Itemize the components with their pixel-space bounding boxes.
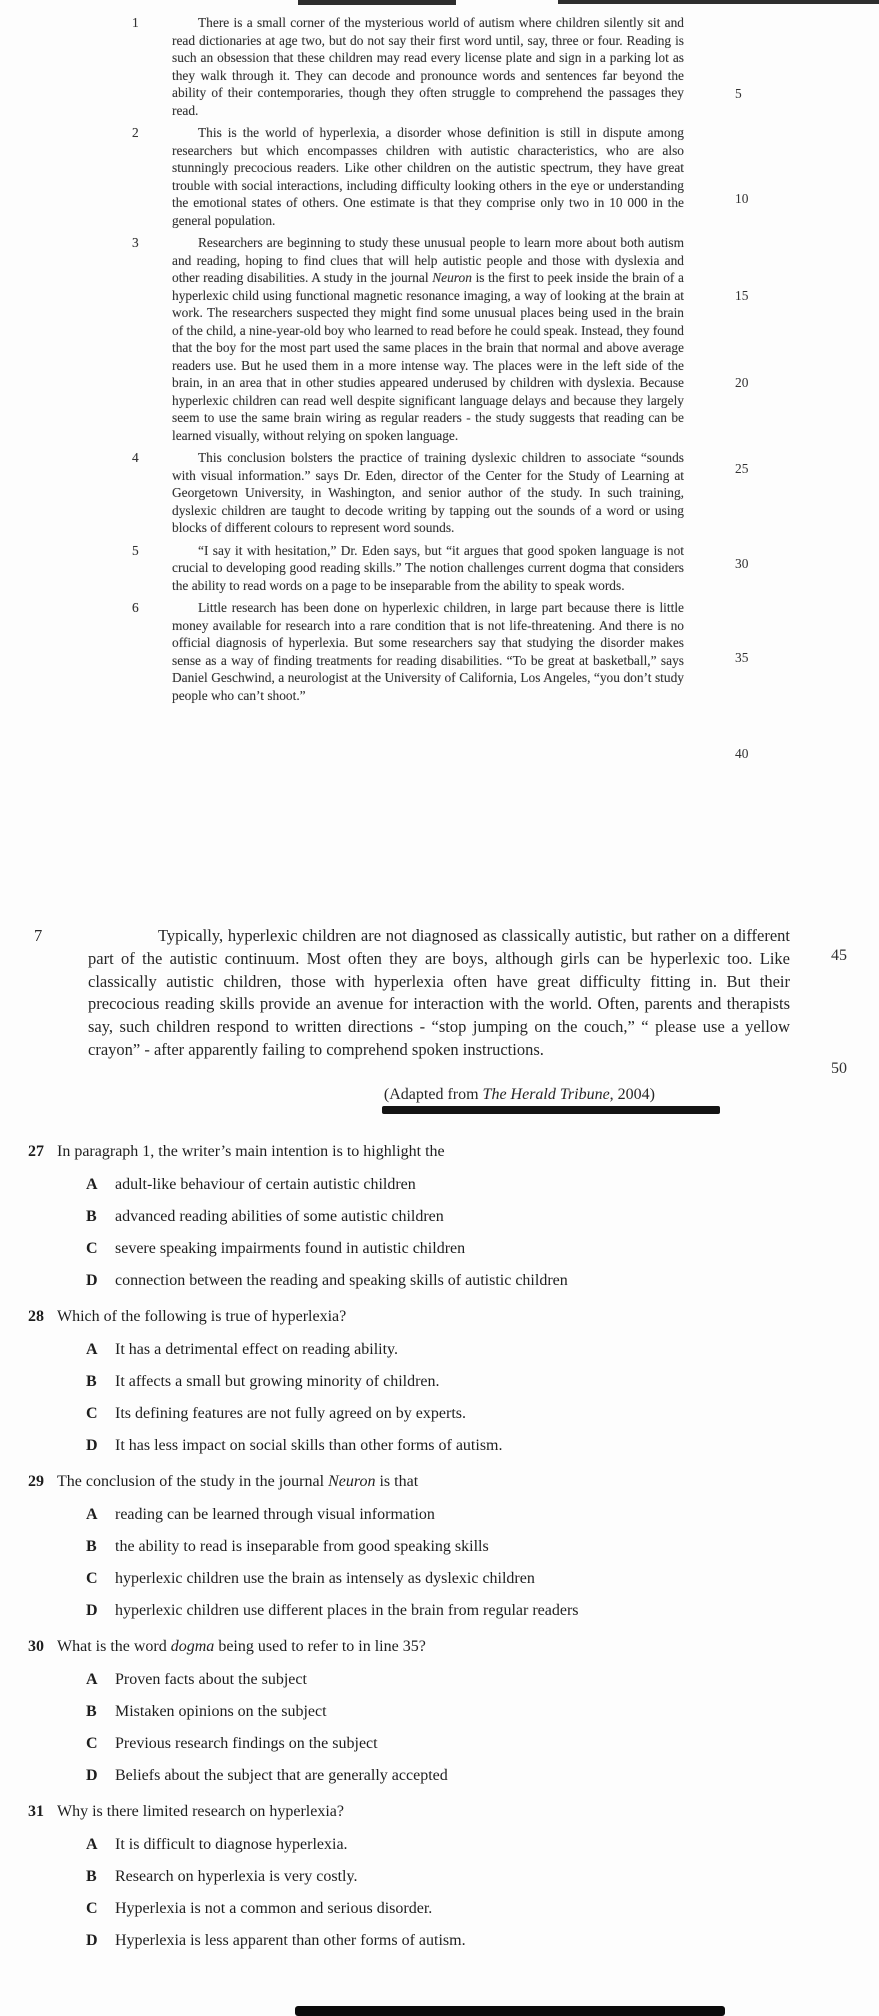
option-letter: D [86, 1272, 98, 1289]
line-number: 15 [735, 288, 749, 303]
option-text: reading can be learned through visual information [115, 1506, 435, 1523]
paragraph-text [172, 234, 684, 444]
passage-paragraph-4 [132, 449, 684, 537]
answer-option [86, 1766, 828, 1785]
paragraph-number: 4 [132, 450, 139, 465]
line-number: 40 [735, 746, 749, 761]
option-letter: A [86, 1671, 98, 1688]
question-number: 28 [28, 1308, 44, 1325]
option-text: Mistaken opinions on the subject [115, 1703, 327, 1720]
paragraph-text-italic: Neuron [432, 270, 472, 285]
answer-option [86, 1372, 828, 1391]
option-text: Proven facts about the subject [115, 1671, 307, 1688]
paragraph-text-part: This conclusion bolsters the practice of training dyslexic children to associate “sounds with visual information.” says Dr. Eden, director of the Center for the Study of Learning at Georgetown University, in Washington, and senior author of the study. In such training, dyslexic children are taught to decode writing by tapping out the sounds of a word or using blocks of different colours to represent word sounds. [172, 450, 684, 535]
answer-option [86, 1436, 828, 1455]
scan-artifact-bar [298, 0, 456, 5]
stem-italic: Neuron [328, 1473, 376, 1490]
answer-option [86, 1670, 828, 1689]
question-29 [28, 1472, 828, 1620]
paragraph-text [88, 925, 790, 1062]
stem-text: Why is there limited research on hyperlexia? [57, 1803, 344, 1820]
question-number: 31 [28, 1803, 44, 1820]
paragraph-text [172, 124, 684, 229]
option-text: Hyperlexia is not a common and serious disorder. [115, 1900, 433, 1917]
stem-text: is that [375, 1473, 419, 1490]
paragraph-number: 2 [132, 125, 139, 140]
paragraph-text-part: Typically, hyperlexic children are not diagnosed as classically autistic, but rather on a different part of the autistic continuum. Most often they are boys, although girls can be hyperlexic too. Like classically autistic children, those with hyperlexia often have great difficulty fitting in. But their precocious reading skills provide an avenue for interaction with the world. Often, parents and therapists say, such children respond to written directions - “stop jumping on the couch,” “ please use a yellow crayon” - after apparently failing to comprehend spoken instructions. [88, 926, 790, 1059]
option-letter: C [86, 1240, 98, 1257]
option-letter: C [86, 1735, 98, 1752]
scan-artifact-bar [382, 1106, 720, 1114]
paragraph-text-part: There is a small corner of the mysterious world of autism where children silently sit and read dictionaries at age two, but do not say their first word until, say, three or four. Reading is such an obsession that these children may read every license plate and sign in a parking lot as they walk through it. They can decode and pronounce words and sentences far beyond the ability of their contemporaries, though they often struggle to comprehend the passages they read. [172, 15, 684, 118]
stem-text: being used to refer to in line 35? [214, 1638, 426, 1655]
option-letter: B [86, 1373, 97, 1390]
paragraph-number: 5 [132, 542, 139, 558]
question-number: 27 [28, 1143, 44, 1160]
option-letter: B [86, 1868, 97, 1885]
answer-option [86, 1404, 828, 1423]
answer-option [86, 1734, 828, 1753]
answer-option [86, 1505, 828, 1524]
answer-option [86, 1537, 828, 1556]
paragraph-text [172, 449, 684, 537]
questions-section [28, 1142, 828, 1967]
stem-text: What is the word [57, 1638, 171, 1655]
passage-paragraph-2 [132, 124, 684, 229]
line-number: 5 [735, 86, 742, 101]
scan-artifact-bar [558, 0, 879, 4]
option-letter: C [86, 1900, 98, 1917]
option-text: the ability to read is inseparable from good speaking skills [115, 1538, 489, 1555]
question-number: 30 [28, 1638, 44, 1655]
paragraph-number: 1 [132, 15, 139, 30]
answer-option [86, 1271, 828, 1290]
line-number: 50 [831, 1060, 847, 1077]
option-text: It is difficult to diagnose hyperlexia. [115, 1836, 348, 1853]
source-attribution [384, 1086, 655, 1104]
question-30 [28, 1637, 828, 1785]
option-text: Hyperlexia is less apparent than other forms of autism. [115, 1932, 466, 1949]
answer-option [86, 1867, 828, 1886]
option-text: Previous research findings on the subject [115, 1735, 378, 1752]
option-letter: A [86, 1836, 98, 1853]
option-text: It affects a small but growing minority of children. [115, 1373, 440, 1390]
question-31 [28, 1802, 828, 1950]
answer-option [86, 1207, 828, 1226]
line-number: 35 [735, 650, 749, 665]
stem-italic: dogma [170, 1638, 215, 1655]
paragraph-text [172, 599, 684, 704]
paragraph-number: 6 [132, 600, 139, 615]
paragraph-text-part: Little research has been done on hyperlexic children, in large part because there is little money available for research into a rare condition that is not life-threatening. And there is no official diagnosis of hyperlexia. But some researchers say that studying the disorder makes sense as a way of finding treatments for reading disabilities. “To be great at basketball,” says Daniel Geschwind, a neurologist at the University of California, Los Angeles, “you don’t study people who can’t shoot.” [172, 600, 684, 703]
answer-option [86, 1899, 828, 1918]
passage-paragraph-5 [132, 542, 684, 595]
option-text: It has less impact on social skills than other forms of autism. [115, 1437, 503, 1454]
line-number: 25 [735, 461, 749, 476]
stem-text: In paragraph 1, the writer’s main intention is to highlight the [57, 1143, 445, 1160]
option-text: connection between the reading and speaking skills of autistic children [115, 1272, 568, 1289]
paragraph-text-part: “I say it with hesitation,” Dr. Eden says, but “it argues that good spoken language is not crucial to developing good reading skills.” The notion challenges current dogma that considers the ability to read words on a page to be inseparable from the ability to speak words. [172, 542, 684, 593]
option-text: Its defining features are not fully agreed on by experts. [115, 1405, 466, 1422]
attribution-text: , 2004) [609, 1086, 655, 1103]
question-28 [28, 1307, 828, 1455]
option-letter: D [86, 1437, 98, 1454]
line-number: 30 [735, 556, 749, 571]
line-number: 10 [735, 191, 749, 206]
option-text: hyperlexic children use different places in the brain from regular readers [115, 1602, 579, 1619]
option-letter: D [86, 1602, 98, 1619]
paragraph-text-part: Researchers are beginning to study these unusual people to learn more about both autism and reading, hoping to find clues that will help autistic people and those with dyslexia and other reading disabilities. A study in the journal [172, 235, 684, 285]
question-stem [57, 1472, 828, 1491]
option-letter: B [86, 1703, 97, 1720]
answer-option [86, 1569, 828, 1588]
stem-text: The conclusion of the study in the journal [57, 1473, 329, 1490]
answer-option [86, 1340, 828, 1359]
paragraph-text-part: This is the world of hyperlexia, a disorder whose definition is still in dispute among researchers but which encompasses children with autistic characteristics, who are also stunningly precocious readers. Like other children on the autistic spectrum, they have great trouble with social interactions, including difficulty looking others in the eye or understanding the emotional states of others. One estimate is that they comprise only two in 10 000 in the general population. [172, 125, 684, 228]
option-text: hyperlexic children use the brain as intensely as dyslexic children [115, 1570, 535, 1587]
passage-paragraph-3 [132, 234, 684, 444]
question-stem [57, 1802, 828, 1821]
line-number: 20 [735, 375, 749, 390]
option-text: Research on hyperlexia is very costly. [115, 1868, 358, 1885]
answer-option [86, 1175, 828, 1194]
paragraph-text-part: is the first to peek inside the brain of a hyperlexic child using functional magnetic resonance imaging, a way of looking at the brain at work. The researchers suspected they might find some unusual places being used in the brain of the child, a nine-year-old boy who learned to read before he could speak. Instead, they found that the boy for the most part used the same places in the brain that normal and above average readers use. But he used them in a more intense way. The places were in the left side of the brain, in an area that in other studies appeared underused by children with dyslexia. Because hyperlexic children can read well despite significant language delays and because they largely seem to use the same brain wiring as regular readers - the study suggests that reading can be learned visually, without relying on spoken language. [172, 270, 684, 443]
paragraph-number: 7 [34, 926, 43, 945]
question-number: 29 [28, 1473, 44, 1490]
answer-option [86, 1702, 828, 1721]
paragraph-text [172, 14, 684, 119]
passage-paragraph-1 [132, 14, 684, 119]
paragraph-number: 3 [132, 235, 139, 250]
attribution-source-title: The Herald Tribune [482, 1086, 610, 1103]
question-27 [28, 1142, 828, 1290]
paragraph-text [172, 542, 684, 595]
passage-paragraph-6 [132, 599, 684, 704]
question-stem [57, 1142, 828, 1161]
option-letter: D [86, 1932, 98, 1949]
question-stem [57, 1307, 828, 1326]
option-text: severe speaking impairments found in autistic children [115, 1240, 466, 1257]
option-text: advanced reading abilities of some autistic children [115, 1208, 444, 1225]
option-text: Beliefs about the subject that are generally accepted [115, 1767, 448, 1784]
answer-option [86, 1931, 828, 1950]
reading-passage [132, 14, 684, 709]
line-number: 45 [831, 947, 847, 964]
scan-artifact-bar [295, 2006, 725, 2016]
option-letter: B [86, 1208, 97, 1225]
passage-paragraph-7 [34, 925, 790, 1062]
stem-text: Which of the following is true of hyperlexia? [57, 1308, 347, 1325]
answer-option [86, 1601, 828, 1620]
answer-option [86, 1239, 828, 1258]
option-letter: C [86, 1570, 98, 1587]
option-text: adult-like behaviour of certain autistic children [115, 1176, 416, 1193]
option-letter: C [86, 1405, 98, 1422]
option-letter: D [86, 1767, 98, 1784]
answer-option [86, 1835, 828, 1854]
option-letter: A [86, 1506, 98, 1523]
attribution-text: (Adapted from [383, 1086, 483, 1103]
option-letter: A [86, 1341, 98, 1358]
option-letter: B [86, 1538, 97, 1555]
question-stem [57, 1637, 828, 1656]
option-text: It has a detrimental effect on reading ability. [115, 1341, 398, 1358]
option-letter: A [86, 1176, 98, 1193]
